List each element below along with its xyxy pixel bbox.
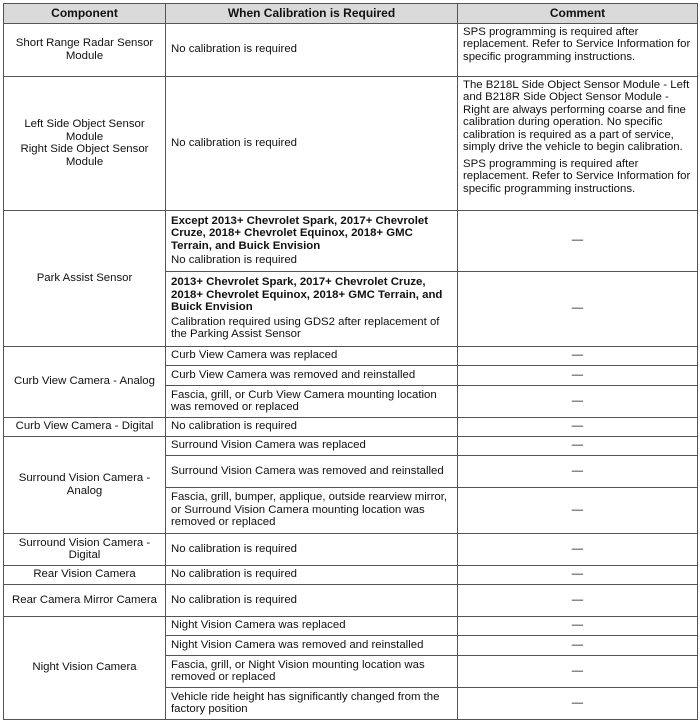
table-row bbox=[4, 417, 698, 436]
when-cell: Curb View Camera was replaced bbox=[166, 346, 458, 365]
comment-cell: — bbox=[458, 565, 698, 584]
when-condition-title: 2013+ Chevrolet Spark, 2017+ Chevrolet Cruze, 2018+ Chevrolet Equinox, 2018+ GMC Terrain, and Buick Envision bbox=[171, 276, 443, 314]
when-cell: Curb View Camera was removed and reinstalled bbox=[166, 365, 458, 385]
when-cell: No calibration is required bbox=[166, 76, 458, 210]
component-cell: Short Range Radar Sensor Module bbox=[4, 23, 166, 76]
table-row bbox=[4, 616, 698, 635]
comment-cell: SPS programming is required after replacement. Refer to Service Information for specific programming instructions. bbox=[458, 23, 698, 76]
when-cell: Fascia, grill, bumper, applique, outside rearview mirror, or Surround Vision Camera mounting location was removed or replaced bbox=[166, 487, 458, 533]
comment-cell: — bbox=[458, 584, 698, 616]
comment-cell: — bbox=[458, 635, 698, 655]
calibration-table bbox=[3, 3, 698, 720]
when-cell: No calibration is required bbox=[166, 584, 458, 616]
table-row bbox=[4, 436, 698, 455]
comment-cell: — bbox=[458, 687, 698, 719]
table-row bbox=[4, 76, 698, 210]
header-component: Component bbox=[4, 4, 166, 24]
when-cell: Night Vision Camera was replaced bbox=[166, 616, 458, 635]
component-cell: Curb View Camera - Analog bbox=[4, 346, 166, 417]
when-cell: Surround Vision Camera was removed and reinstalled bbox=[166, 455, 458, 487]
comment-cell: — bbox=[458, 385, 698, 417]
header-when: When Calibration is Required bbox=[166, 4, 458, 24]
table-row bbox=[4, 565, 698, 584]
comment-cell: — bbox=[458, 436, 698, 455]
when-cell: No calibration is required bbox=[166, 417, 458, 436]
component-cell: Curb View Camera - Digital bbox=[4, 417, 166, 436]
comment-cell: — bbox=[458, 455, 698, 487]
table-row bbox=[4, 23, 698, 76]
when-condition-title: Except 2013+ Chevrolet Spark, 2017+ Chevrolet Cruze, 2018+ Chevrolet Equinox, 2018+ GMC Terrain, and Buick Envision bbox=[171, 214, 429, 252]
component-right-label: Right Side Object Sensor Module bbox=[20, 143, 149, 168]
component-cell: Night Vision Camera bbox=[4, 616, 166, 719]
when-cell: Vehicle ride height has significantly changed from the factory position bbox=[166, 687, 458, 719]
component-cell: Rear Vision Camera bbox=[4, 565, 166, 584]
component-cell: Rear Camera Mirror Camera bbox=[4, 584, 166, 616]
table-row bbox=[4, 346, 698, 365]
component-cell: Surround Vision Camera - Analog bbox=[4, 436, 166, 533]
comment-cell: — bbox=[458, 210, 698, 271]
when-cell: Night Vision Camera was removed and reinstalled bbox=[166, 635, 458, 655]
table-row bbox=[4, 533, 698, 565]
when-cell: No calibration is required bbox=[166, 565, 458, 584]
component-cell bbox=[4, 76, 166, 210]
comment-cell: — bbox=[458, 346, 698, 365]
when-condition-text: Calibration required using GDS2 after replacement of the Parking Assist Sensor bbox=[171, 315, 440, 341]
comment-cell: — bbox=[458, 417, 698, 436]
when-cell: No calibration is required bbox=[166, 23, 458, 76]
header-row bbox=[4, 4, 698, 24]
component-cell: Park Assist Sensor bbox=[4, 210, 166, 346]
comment-paragraph: SPS programming is required after replacement. Refer to Service Information for specific programming instructions. bbox=[463, 157, 691, 195]
comment-cell: — bbox=[458, 487, 698, 533]
comment-paragraph: The B218L Side Object Sensor Module - Left and B218R Side Object Sensor Module - Right are always performing coarse and fine calibration during operation. No specific calibration is required as a part of service, simply drive the vehicle to begin calibration. bbox=[463, 78, 690, 153]
comment-cell: — bbox=[458, 616, 698, 635]
component-cell: Surround Vision Camera - Digital bbox=[4, 533, 166, 565]
comment-cell: — bbox=[458, 271, 698, 346]
when-cell: No calibration is required bbox=[166, 533, 458, 565]
when-condition-text: No calibration is required bbox=[171, 254, 297, 266]
header-comment: Comment bbox=[458, 4, 698, 24]
comment-cell: — bbox=[458, 365, 698, 385]
comment-cell: — bbox=[458, 533, 698, 565]
table-row bbox=[4, 584, 698, 616]
comment-cell: — bbox=[458, 655, 698, 687]
when-cell: Surround Vision Camera was replaced bbox=[166, 436, 458, 455]
when-cell: Fascia, grill, or Curb View Camera mounting location was removed or replaced bbox=[166, 385, 458, 417]
when-cell bbox=[166, 271, 458, 346]
when-cell bbox=[166, 210, 458, 271]
when-cell: Fascia, grill, or Night Vision mounting location was removed or replaced bbox=[166, 655, 458, 687]
comment-cell bbox=[458, 76, 698, 210]
component-left-label: Left Side Object Sensor Module bbox=[24, 118, 145, 143]
table-row bbox=[4, 210, 698, 271]
